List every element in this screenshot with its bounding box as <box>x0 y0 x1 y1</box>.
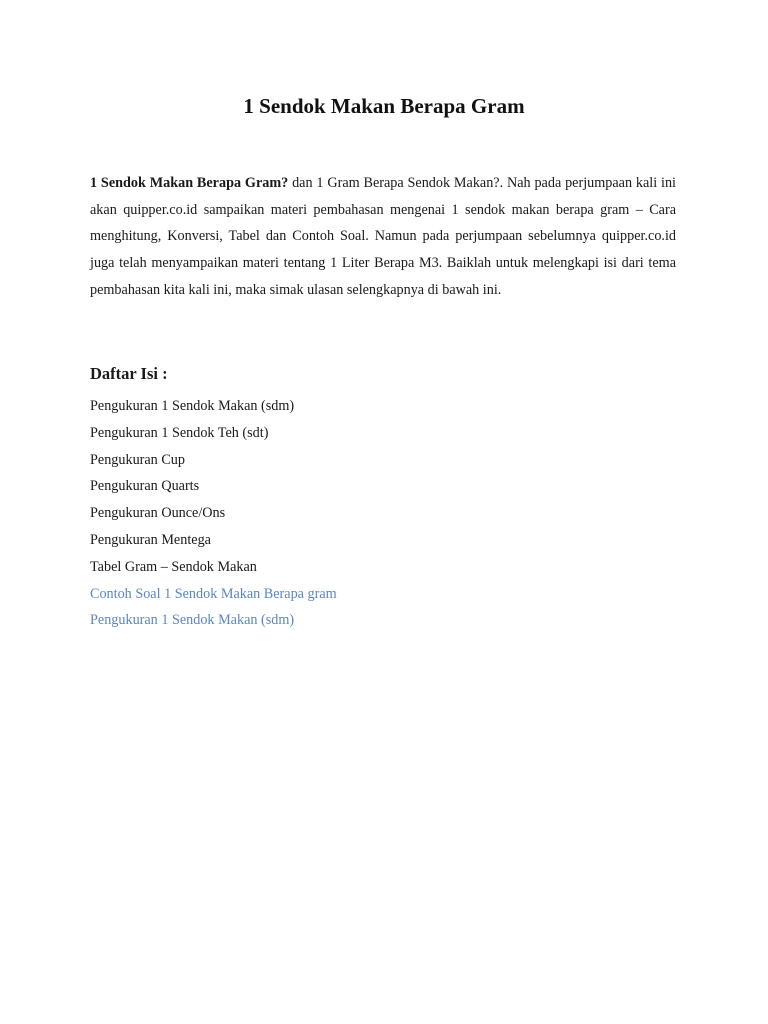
toc-link[interactable]: Contoh Soal 1 Sendok Makan Berapa gram <box>90 585 337 602</box>
toc-item: Pengukuran 1 Sendok Teh (sdt) <box>90 424 269 441</box>
document-title: 1 Sendok Makan Berapa Gram <box>243 94 525 118</box>
toc-heading: Daftar Isi : <box>90 364 168 383</box>
toc-list <box>90 393 337 634</box>
intro-lead: 1 Sendok Makan Berapa Gram? <box>90 175 289 191</box>
intro-body: dan 1 Gram Berapa Sendok Makan?. Nah pada perjumpaan kali ini akan quipper.co.id sampaikan materi pembahasan mengenai 1 sendok makan berapa gram – Cara menghitung, Konversi, Tabel dan Contoh Soal. Namun pada perjumpaan sebelumnya quipper.co.id juga telah menyampaikan materi tentang 1 Liter Berapa M3. Baiklah untuk melengkapi isi dari tema pembahasan kita kali ini, maka simak ulasan selengkapnya di bawah ini. <box>90 175 676 298</box>
toc-item: Pengukuran Cup <box>90 451 185 468</box>
toc-item: Pengukuran 1 Sendok Makan (sdm) <box>90 398 295 414</box>
toc-item: Pengukuran Mentega <box>90 531 211 548</box>
toc-item: Pengukuran Ounce/Ons <box>90 505 226 522</box>
toc-item: Tabel Gram – Sendok Makan <box>90 558 257 575</box>
toc-item: Pengukuran Quarts <box>90 478 200 495</box>
toc-link[interactable]: Pengukuran 1 Sendok Makan (sdm) <box>90 612 295 629</box>
intro-paragraph <box>90 170 676 304</box>
